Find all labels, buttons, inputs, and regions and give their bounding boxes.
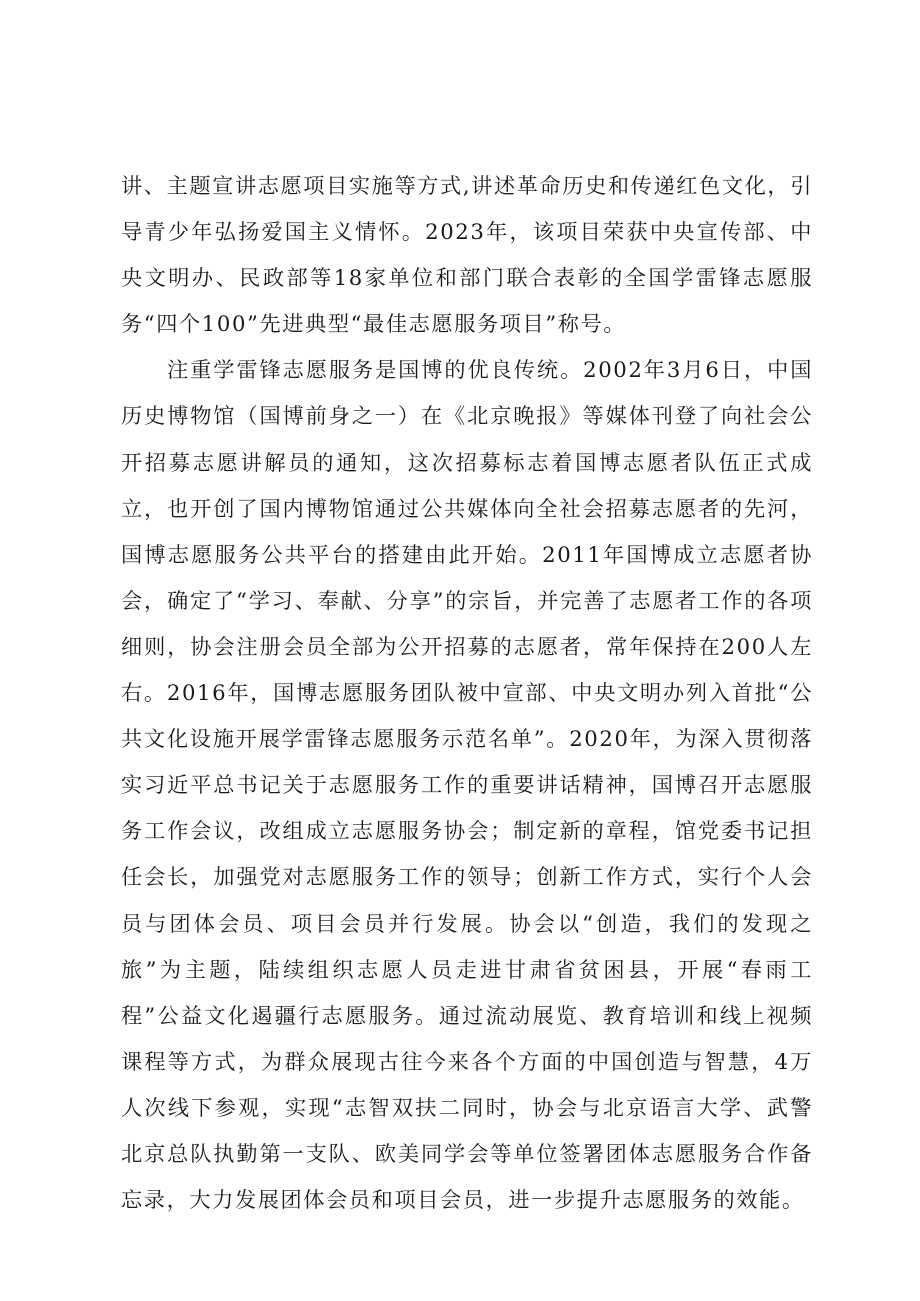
paragraph-1: 讲、主题宣讲志愿项目实施等方式,讲述革命历史和传递红色文化，引导青少年弘扬爱国主义情怀。2023年，该项目荣获中央宣传部、中央文明办、民政部等18家单位和部门联合表彰的全国学雷锋志愿服务“四个100”先进典型“最佳志愿服务项目”称号。 — [121, 173, 813, 337]
document-page — [121, 163, 813, 1223]
paragraph-2: 注重学雷锋志愿服务是国博的优良传统。2002年3月6日，中国历史博物馆（国博前身之一）在《北京晚报》等媒体刊登了向社会公开招募志愿讲解员的通知，这次招募标志着国博志愿者队伍正式成立，也开创了国内博物馆通过公共媒体向全社会招募志愿者的先河，国博志愿服务公共平台的搭建由此开始。2011年国博成立志愿者协会，确定了“学习、奉献、分享”的宗旨，并完善了志愿者工作的各项细则，协会注册会员全部为公开招募的志愿者，常年保持在200人左右。2016年，国博志愿服务团队被中宣部、中央文明办列入首批“公共文化设施开展学雷锋志愿服务示范名单”。2020年，为深入贯彻落实习近平总书记关于志愿服务工作的重要讲话精神，国博召开志愿服务工作会议，改组成立志愿服务协会；制定新的章程，馆党委书记担任会长，加强党对志愿服务工作的领导；创新工作方式，实行个人会员与团体会员、项目会员并行发展。协会以“创造，我们的发现之旅”为主题，陆续组织志愿人员走进甘肃省贫困县，开展“春雨工程”公益文化遏疆行志愿服务。通过流动展览、教育培训和线上视频课程等方式，为群众展现古往今来各个方面的中国创造与智慧，4万人次线下参观，实现“志智双扶二同时，协会与北京语言大学、武警北京总队执勤第一支队、欧美同学会等单位签署团体志愿服务合作备忘录，大力发展团体会员和项目会员，进一步提升志愿服务的效能。 — [121, 357, 813, 1213]
